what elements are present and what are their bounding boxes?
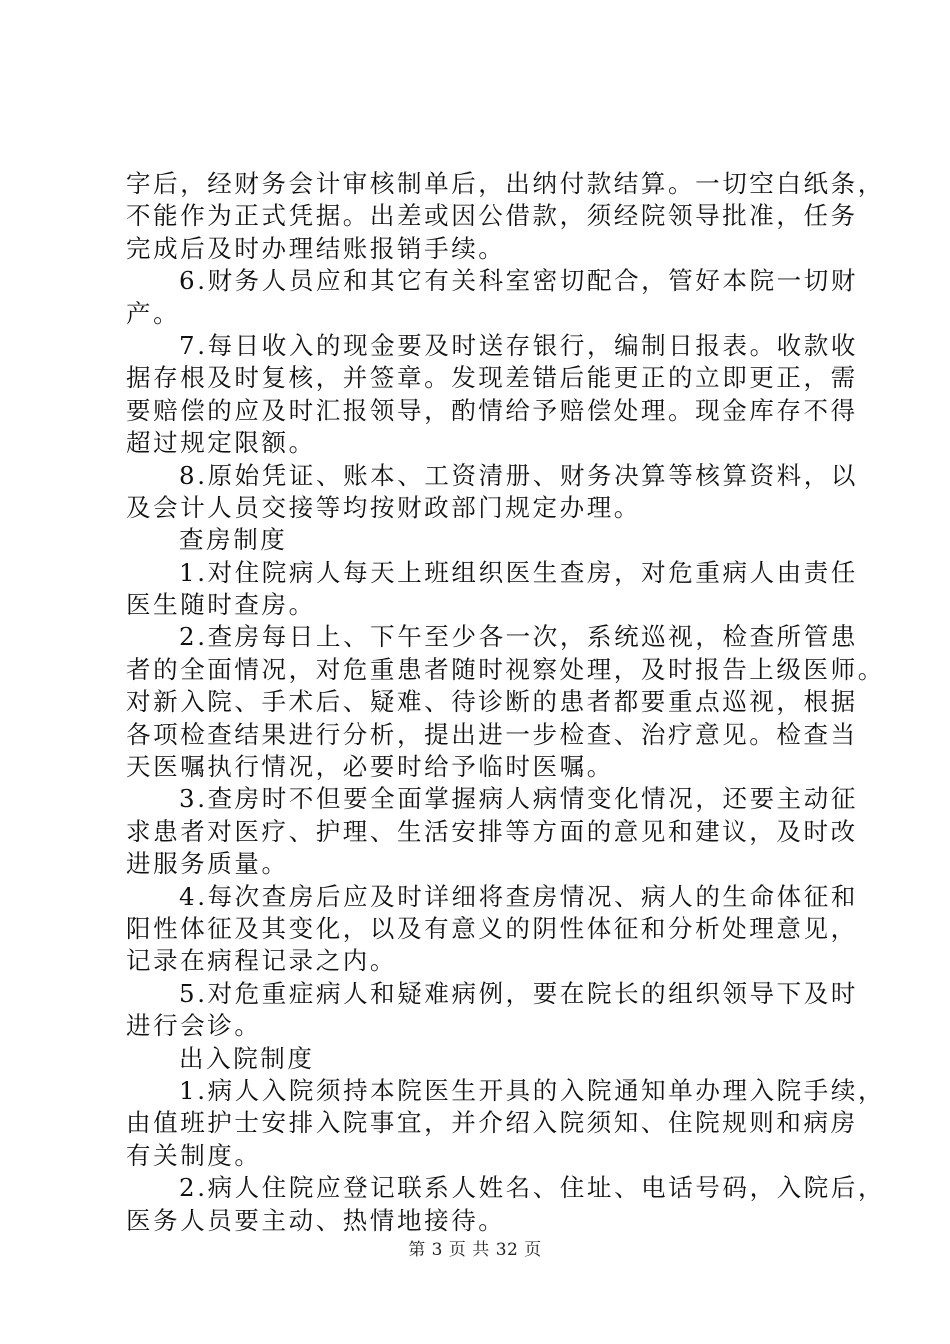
text-line: 进行会诊。 [126,1011,262,1041]
section-heading: 查房制度 [179,525,288,555]
text-line: 7.每日收入的现金要及时送存银行，编制日报表。收款收 [179,330,858,360]
text-line: 医务人员要主动、热情地接待。 [126,1205,506,1235]
text-line: 阳性体征及其变化，以及有意义的阴性体征和分析处理意见， [126,913,858,943]
text-line: 医生随时查房。 [126,590,316,620]
text-line: 各项检查结果进行分析，提出进一步检查、治疗意见。检查当 [126,719,858,749]
text-line: 字后，经财务会计审核制单后，出纳付款结算。一切空白纸条， [126,169,885,198]
text-line: 由值班护士安排入院事宜，并介绍入院须知、住院规则和病房 [126,1108,858,1138]
text-line: 5.对危重症病人和疑难病例，要在院长的组织领导下及时 [179,978,858,1008]
text-line: 产。 [126,298,181,328]
text-line: 记录在病程记录之内。 [126,946,397,976]
text-line: 要赔偿的应及时汇报领导，酌情给予赔偿处理。现金库存不得 [126,395,858,425]
text-line: 及会计人员交接等均按财政部门规定办理。 [126,492,641,522]
page-number: 第 3 页 共 32 页 [408,1240,542,1260]
text-line: 6.财务人员应和其它有关科室密切配合，管好本院一切财 [179,266,858,296]
text-line: 1.对住院病人每天上班组织医生查房，对危重病人由责任 [179,557,858,587]
text-line: 求患者对医疗、护理、生活安排等方面的意见和建议，及时改 [126,816,858,846]
text-line: 3.查房时不但要全面掌握病人病情变化情况，还要主动征 [179,784,858,814]
text-line: 8.原始凭证、账本、工资清册、财务决算等核算资料，以 [179,460,858,490]
section-heading: 出入院制度 [179,1043,315,1073]
text-line: 4.每次查房后应及时详细将查房情况、病人的生命体征和 [179,881,858,911]
text-line: 有关制度。 [126,1140,262,1170]
document-body [126,168,886,1237]
text-line: 者的全面情况，对危重患者随时视察处理，及时报告上级医师。 [126,654,885,684]
text-line: 不能作为正式凭据。出差或因公借款，须经院领导批准，任务 [126,201,858,231]
text-line: 超过规定限额。 [126,428,316,458]
text-line: 完成后及时办理结账报销手续。 [126,233,506,263]
text-line: 对新入院、手术后、疑难、待诊断的患者都要重点巡视，根据 [126,687,858,717]
text-line: 2.查房每日上、下午至少各一次，系统巡视，检查所管患 [179,622,858,652]
text-line: 2.病人住院应登记联系人姓名、住址、电话号码，入院后， [179,1173,886,1203]
text-line: 1.病人入院须持本院医生开具的入院通知单办理入院手续， [179,1075,886,1105]
text-line: 进服务质量。 [126,849,289,879]
text-line: 据存根及时复核，并签章。发现差错后能更正的立即更正，需 [126,363,858,393]
text-line: 天医嘱执行情况，必要时给予临时医嘱。 [126,752,614,782]
